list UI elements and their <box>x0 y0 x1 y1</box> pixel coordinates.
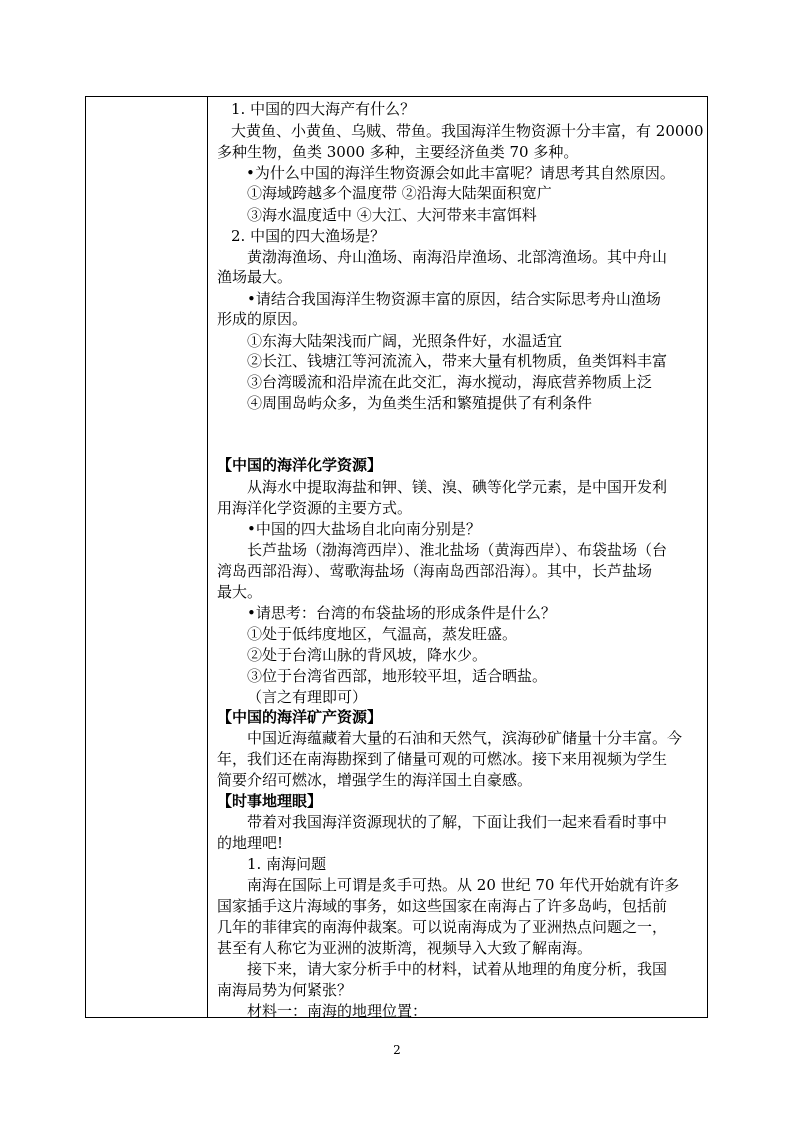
south-china-sea-task-line: 接下来，请大家分析手中的材料，试着从地理的角度分析，我国 <box>247 960 668 978</box>
fisheries-answer-line: 渔场最大。 <box>217 268 293 286</box>
chemical-condition-line: ②处于台湾山脉的背风坡，降水少。 <box>247 646 488 664</box>
south-china-sea-title: 1. 南海问题 <box>247 855 327 873</box>
page-number: 2 <box>393 1043 401 1057</box>
fisheries-question-line: •请结合我国海洋生物资源丰富的原因，结合实际思考舟山渔场 <box>247 290 661 308</box>
chemical-heading: 【中国的海洋化学资源】 <box>217 456 383 474</box>
fisheries-question-line: 形成的原因。 <box>217 310 308 328</box>
chemical-answer-line: 最大。 <box>217 583 263 601</box>
south-china-sea-task-line: 南海局势为何紧张？ <box>217 981 353 999</box>
seafoods-reason-line: ①海域跨越多个温度带 ②沿海大陆架面积宽广 <box>247 184 552 202</box>
chemical-intro-line: 用海洋化学资源的主要方式。 <box>217 499 413 517</box>
fisheries-title: 2. 中国的四大渔场是？ <box>231 227 386 245</box>
fisheries-reason-line: ③台湾暖流和沿岸流在此交汇，海水搅动，海底营养物质上泛 <box>247 373 653 391</box>
mineral-heading: 【中国的海洋矿产资源】 <box>217 708 383 726</box>
seafoods-reason-line: ③海水温度适中 ④大江、大河带来丰富饵料 <box>247 206 537 224</box>
chemical-answer-line: 湾岛西部沿海）、莺歌海盐场（海南岛西部沿海）。其中，长芦盐场 <box>217 562 653 580</box>
lesson-plan-table <box>85 96 708 1018</box>
material-one-label: 材料一：南海的地理位置： <box>247 1002 428 1020</box>
fisheries-reason-line: ②长江、钱塘江等河流流入，带来大量有机物质，鱼类饵料丰富 <box>247 352 668 370</box>
seafoods-answer-line: 大黄鱼、小黄鱼、乌贼、带鱼。我国海洋生物资源十分丰富，有 20000 <box>231 122 704 140</box>
fisheries-reason-line: ①东海大陆架浅而广阔，光照条件好，水温适宜 <box>247 332 563 350</box>
seafoods-title: 1. 中国的四大海产有什么？ <box>231 100 416 118</box>
south-china-sea-text-line: 甚至有人称它为亚洲的波斯湾，视频导入大致了解南海。 <box>217 939 593 957</box>
mineral-text-line: 中国近海蕴藏着大量的石油和天然气，滨海砂矿储量十分丰富。今 <box>247 729 683 747</box>
fisheries-answer-line: 黄渤海渔场、舟山渔场、南海沿岸渔场、北部湾渔场。其中舟山 <box>247 248 668 266</box>
chemical-condition-line: ①处于低纬度地区，气温高，蒸发旺盛。 <box>247 625 518 643</box>
table-column-divider <box>207 97 208 1017</box>
fisheries-reason-line: ④周围岛屿众多，为鱼类生活和繁殖提供了有利条件 <box>247 394 593 412</box>
chemical-note: （言之有理即可） <box>247 688 368 706</box>
chemical-think: •请思考：台湾的布袋盐场的形成条件是什么？ <box>247 604 556 622</box>
chemical-answer-line: 长芦盐场（渤海湾西岸）、淮北盐场（黄海西岸）、布袋盐场（台 <box>247 541 668 559</box>
seafoods-answer-line: 多种生物，鱼类 3000 多种，主要经济鱼类 70 多种。 <box>217 143 579 161</box>
south-china-sea-text-line: 国家插手这片海域的事务，如这些国家在南海占了许多岛屿，包括前 <box>217 897 668 915</box>
mineral-text-line: 年，我们还在南海勘探到了储量可观的可燃冰。接下来用视频为学生 <box>217 750 668 768</box>
chemical-intro-line: 从海水中提取海盐和钾、镁、溴、碘等化学元素，是中国开发利 <box>247 478 668 496</box>
south-china-sea-text-line: 南海在国际上可谓是炙手可热。从 20 世纪 70 年代开始就有许多 <box>247 876 680 894</box>
mineral-text-line: 简要介绍可燃冰，增强学生的海洋国土自豪感。 <box>217 771 533 789</box>
seafoods-question: •为什么中国的海洋生物资源会如此丰富呢？请思考其自然原因。 <box>246 164 675 182</box>
chemical-condition-line: ③位于台湾省西部，地形较平坦，适合晒盐。 <box>247 667 548 685</box>
current-affairs-heading: 【时事地理眼】 <box>217 792 323 810</box>
south-china-sea-text-line: 几年的菲律宾的南海仲裁案。可以说南海成为了亚洲热点问题之一， <box>217 918 668 936</box>
current-affairs-intro-line: 的地理吧! <box>217 834 284 852</box>
chemical-question: •中国的四大盐场自北向南分别是？ <box>247 520 481 538</box>
current-affairs-intro-line: 带着对我国海洋资源现状的了解，下面让我们一起来看看时事中 <box>247 813 668 831</box>
